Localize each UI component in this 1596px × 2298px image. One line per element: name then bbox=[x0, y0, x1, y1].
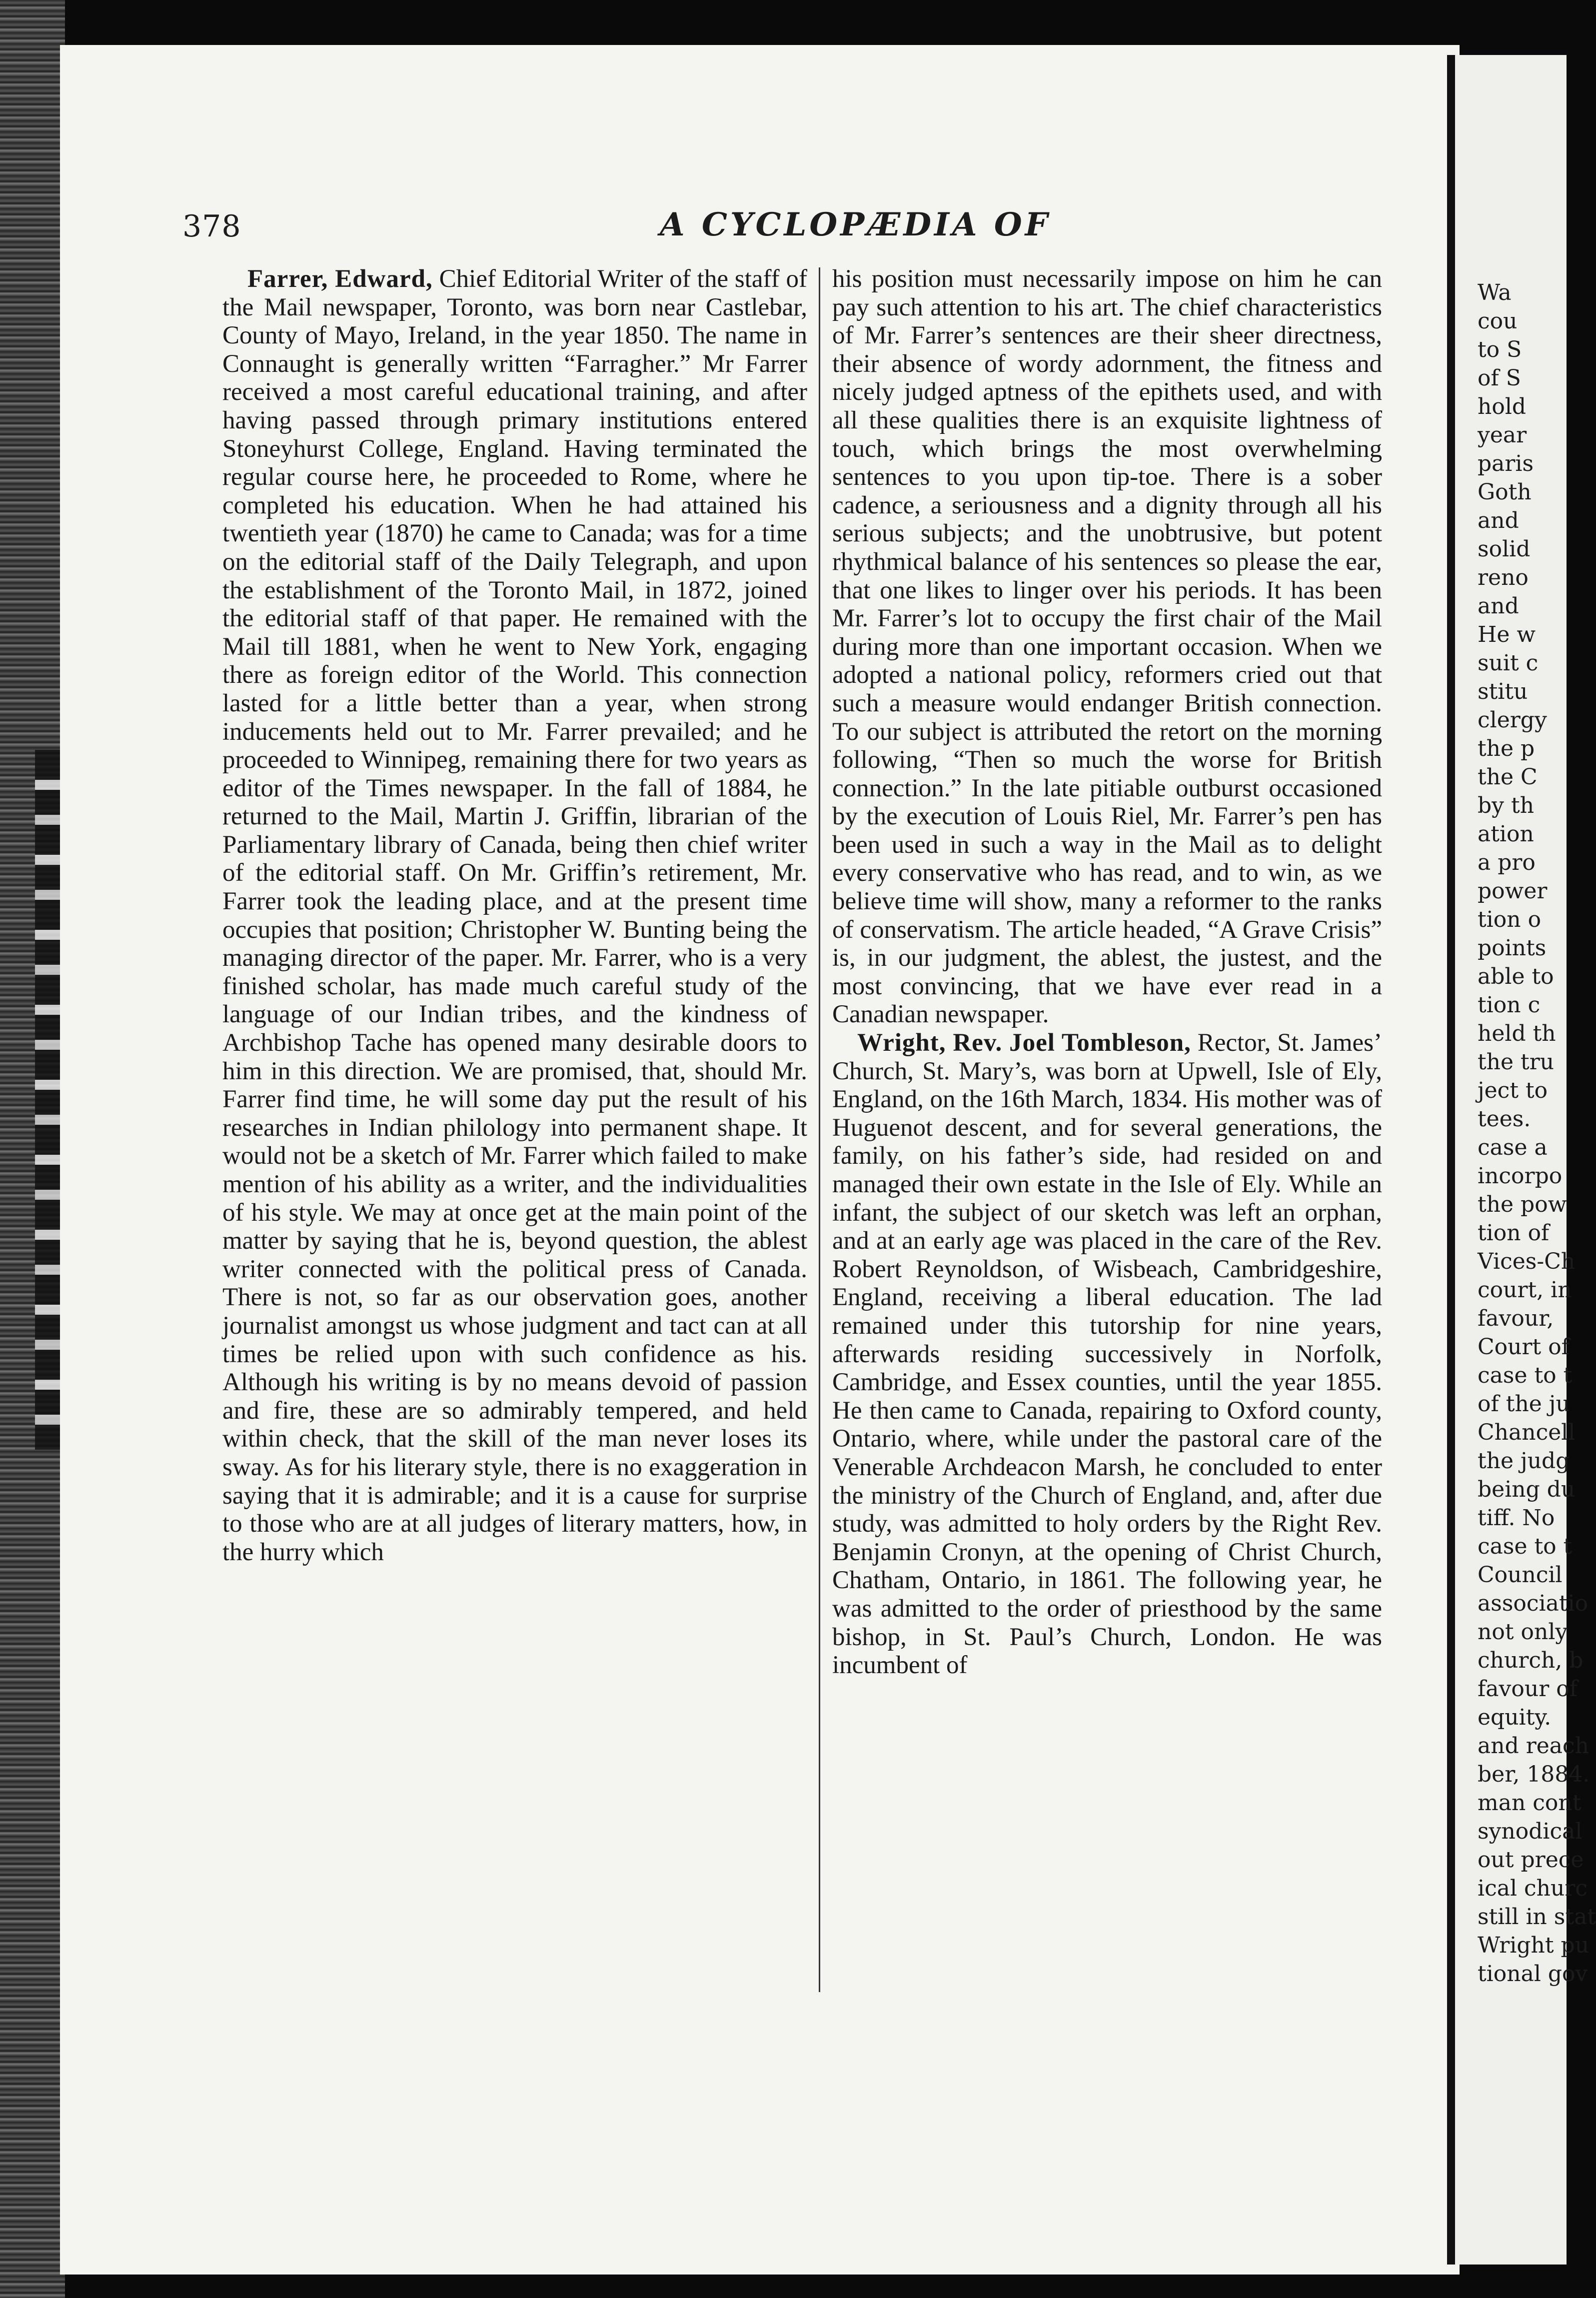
adjacent-page-fragment: Court of bbox=[1478, 1334, 1570, 1360]
adjacent-page-fragment: court, in bbox=[1478, 1277, 1572, 1303]
adjacent-page-fragment: favour, bbox=[1478, 1306, 1554, 1331]
adjacent-page-fragment: man cont bbox=[1478, 1790, 1582, 1816]
adjacent-page-fragment: ber, 1884. bbox=[1478, 1762, 1590, 1787]
adjacent-page-fragment: power bbox=[1478, 878, 1548, 904]
adjacent-page-fragment: tion of bbox=[1478, 1220, 1550, 1246]
adjacent-page-fragment: and bbox=[1478, 508, 1519, 533]
adjacent-page-fragment: held th bbox=[1478, 1021, 1556, 1046]
adjacent-page-fragment: out prece bbox=[1478, 1847, 1584, 1873]
adjacent-page-fragment: and bbox=[1478, 593, 1519, 619]
entry-farrer-continued: his position must necessarily impose on him he can pay such attention to his art. The chief characteristics of Mr. Farrer’s sentences are their sheer directness, their absence of wordy adornment, the fitness and nicely judged aptness of the epithets used, and with all these qualities there is an exquisite lightness of touch, which brings the most overwhelming sentences to you upon tip-toe. There is a sober cadence, a seriousness and a dignity through all his serious subjects; and the unobtrusive, but potent rhythmical balance of his sentences so please the ear, that one likes to linger over his periods. It has been Mr. Farrer’s lot to occupy the first chair of the Mail during more than one important occasion. When we adopted a national policy, reformers cried out that such a measure would endanger British connection. To our subject is attributed the retort on the morning following, “Then so much the worse for British connection.” In the late pitiable outburst occasioned by the execution of Louis Riel, Mr. Farrer’s pen has been used in such a way in the Mail as to delight every conservative who has read, and to win, as we believe time will show, many a reformer to the ranks of conservatism. The article headed, “A Grave Crisis” is, in our judgment, the ablest, the justest, and the most convincing, that we have ever read in a Canadian newspaper. bbox=[832, 265, 1382, 1029]
adjacent-page-fragment: ation bbox=[1478, 821, 1534, 847]
adjacent-page-fragment: church, b bbox=[1478, 1648, 1584, 1673]
adjacent-page-fragment: reno bbox=[1478, 565, 1529, 590]
adjacent-page-fragment: He w bbox=[1478, 622, 1536, 647]
entry-body: Rector, St. James’ Church, St. Mary’s, was born at Upwell, Isle of Ely, England, on the 16th March, 1834. His mother was of Huguenot descent, and for several generations, the family, on his father’s side, had resided on and managed their own estate in the Isle of Ely. While an infant, the subject of our sketch was left an orphan, and at an early age was placed in the care of the Rev. Robert Reynoldson, of Wisbeach, Cambridgeshire, England, receiving a liberal education. The lad remained under this tutorship for nine years, afterwards residing successively in Norfolk, Cambridge, and Essex counties, until the year 1855. He then came to Canada, repairing to Oxford county, Ontario, where, while under the pastoral care of the Venerable Archdeacon Marsh, he concluded to enter the ministry of the Church of England, and, after due study, was admitted to holy orders by the Right Rev. Benjamin Cronyn, at the opening of Christ Church, Chatham, Ontario, in 1861. The following year, he was admitted to the order of priesthood by the same bishop, in St. Paul’s Church, London. He was incumbent of bbox=[832, 1029, 1382, 1680]
adjacent-page-fragment: of the ju bbox=[1478, 1391, 1570, 1417]
adjacent-page-fragment: case to t bbox=[1478, 1363, 1573, 1388]
running-title: A CYCLOPÆDIA OF bbox=[660, 206, 1051, 243]
adjacent-page-fragment: tiff. No bbox=[1478, 1505, 1555, 1531]
adjacent-page-fragment: solid bbox=[1478, 536, 1531, 562]
column-divider bbox=[819, 267, 820, 1992]
adjacent-page-fragment: being du bbox=[1478, 1477, 1576, 1502]
adjacent-page-fragment: and reach bbox=[1478, 1733, 1590, 1759]
page-number: 378 bbox=[182, 209, 241, 244]
entry-body: Chief Editorial Writer of the staff of the Mail newspaper, Toronto, was born near Castlebar, County of Mayo, Ireland, in the year 1850. The name in Connaught is generally written “Farragher.” Mr Farrer received a most careful educational training, and after having passed through primary institutions entered Stoneyhurst College, England. Having terminated the regular course here, he proceeded to Rome, where he completed his education. When he had attained his twentieth year (1870) he came to Canada; was for a time on the editorial staff of the Daily Telegraph, and upon the establishment of the Toronto Mail, in 1872, joined the editorial staff of that paper. He remained with the Mail till 1881, when he went to New York, engaging there as foreign editor of the World. This connection lasted for a little better than a year, when strong inducements held out to Mr. Farrer prevailed; and he proceeded to Winnipeg, remaining there for two years as editor of the Times newspaper. In the fall of 1884, he returned to the Mail, Martin J. Griffin, librarian of the Parliamentary library of Canada, being then chief writer of the editorial staff. On Mr. Griffin’s retirement, Mr. Farrer took the leading place, and at the present time occupies that position; Christopher W. Bunting being the managing director of the paper. Mr. Farrer, who is a very finished scholar, has made much careful study of the language of our Indian tribes, and the kindness of Archbishop Tache has opened many desirable doors to him in this direction. We are promised, that, should Mr. Farrer find time, he will some day put the result of his researches in Indian philology into permanent shape. It would not be a sketch of Mr. Farrer which failed to make mention of his ability as a writer, and the individualities of his style. We may at once get at the main point of the matter by saying that he is, beyond question, the ablest writer connected with the political press of Canada. There is not, so far as our observation goes, another journalist amongst us whose judgment and tact can at all times be relied upon with such confidence as his. Although his writing is by no means devoid of passion and fire, these are so admirably tempered, and held within check, that the skill of the man never loses its sway. As for his literary style, there is no exaggeration in saying that it is admirable; and it is a cause for surprise to those who are at all judges of literary matters, how, in the hurry which bbox=[222, 265, 808, 1566]
adjacent-page-fragment: suit c bbox=[1478, 650, 1539, 676]
adjacent-page-fragment: synodical bbox=[1478, 1819, 1583, 1844]
adjacent-page-fragment: not only bbox=[1478, 1619, 1568, 1645]
adjacent-page-fragment: Goth bbox=[1478, 479, 1532, 505]
adjacent-page-fragment: to S bbox=[1478, 337, 1522, 362]
adjacent-page-fragment: case to t bbox=[1478, 1534, 1573, 1559]
entry-farrer bbox=[222, 265, 807, 1566]
adjacent-page-fragment: tion o bbox=[1478, 907, 1542, 932]
adjacent-page-fragment: still in stat bbox=[1478, 1904, 1596, 1930]
adjacent-page-fragment: Council bbox=[1478, 1562, 1563, 1588]
adjacent-page-fragment: clergy bbox=[1478, 707, 1547, 733]
adjacent-page-fragment: cou bbox=[1478, 308, 1518, 334]
adjacent-page-fragment: associatio bbox=[1478, 1591, 1589, 1616]
left-column bbox=[222, 265, 807, 1566]
right-column bbox=[832, 265, 1382, 1680]
adjacent-page-fragment: Wright pu bbox=[1478, 1933, 1590, 1958]
adjacent-page-fragment: points bbox=[1478, 935, 1547, 961]
adjacent-page-fragment: the C bbox=[1478, 764, 1538, 790]
entry-wright bbox=[832, 1029, 1382, 1680]
adjacent-page-fragment: Wa bbox=[1478, 280, 1512, 305]
adjacent-page-fragment: hold bbox=[1478, 394, 1527, 419]
adjacent-page-fragment: the p bbox=[1478, 736, 1535, 761]
adjacent-page-fragment: by th bbox=[1478, 793, 1535, 818]
adjacent-page-fragment: of S bbox=[1478, 365, 1521, 391]
adjacent-page-fragment: case a bbox=[1478, 1135, 1548, 1160]
adjacent-page-fragment: equity. bbox=[1478, 1705, 1552, 1730]
adjacent-page-fragment: ical churc bbox=[1478, 1876, 1588, 1901]
adjacent-page-fragment: tion c bbox=[1478, 992, 1541, 1018]
adjacent-page-fragment: favour of bbox=[1478, 1676, 1578, 1702]
adjacent-page-fragment: the tru bbox=[1478, 1049, 1555, 1075]
entry-heading: Farrer, Edward, bbox=[247, 265, 433, 293]
adjacent-page-fragment: Vices-Ch bbox=[1478, 1249, 1576, 1274]
adjacent-page-fragment: a pro bbox=[1478, 850, 1536, 875]
adjacent-page-fragment: stitu bbox=[1478, 679, 1528, 704]
entry-heading: Wright, Rev. Joel Tombleson, bbox=[857, 1029, 1191, 1057]
adjacent-page-fragment: tional gov bbox=[1478, 1961, 1588, 1987]
adjacent-page-fragment: the pow bbox=[1478, 1192, 1567, 1217]
adjacent-page-fragment: able to bbox=[1478, 964, 1554, 989]
adjacent-page-fragment: Chancell bbox=[1478, 1420, 1576, 1445]
adjacent-page-fragment: paris bbox=[1478, 451, 1534, 476]
adjacent-page bbox=[1452, 55, 1596, 2265]
adjacent-page-fragment: year bbox=[1478, 422, 1527, 448]
adjacent-page-fragment: tees. bbox=[1478, 1106, 1531, 1132]
adjacent-page-fragment: the judg bbox=[1478, 1448, 1570, 1474]
adjacent-page-fragment: incorpo bbox=[1478, 1163, 1563, 1189]
adjacent-page-fragment: ject to bbox=[1478, 1078, 1548, 1103]
